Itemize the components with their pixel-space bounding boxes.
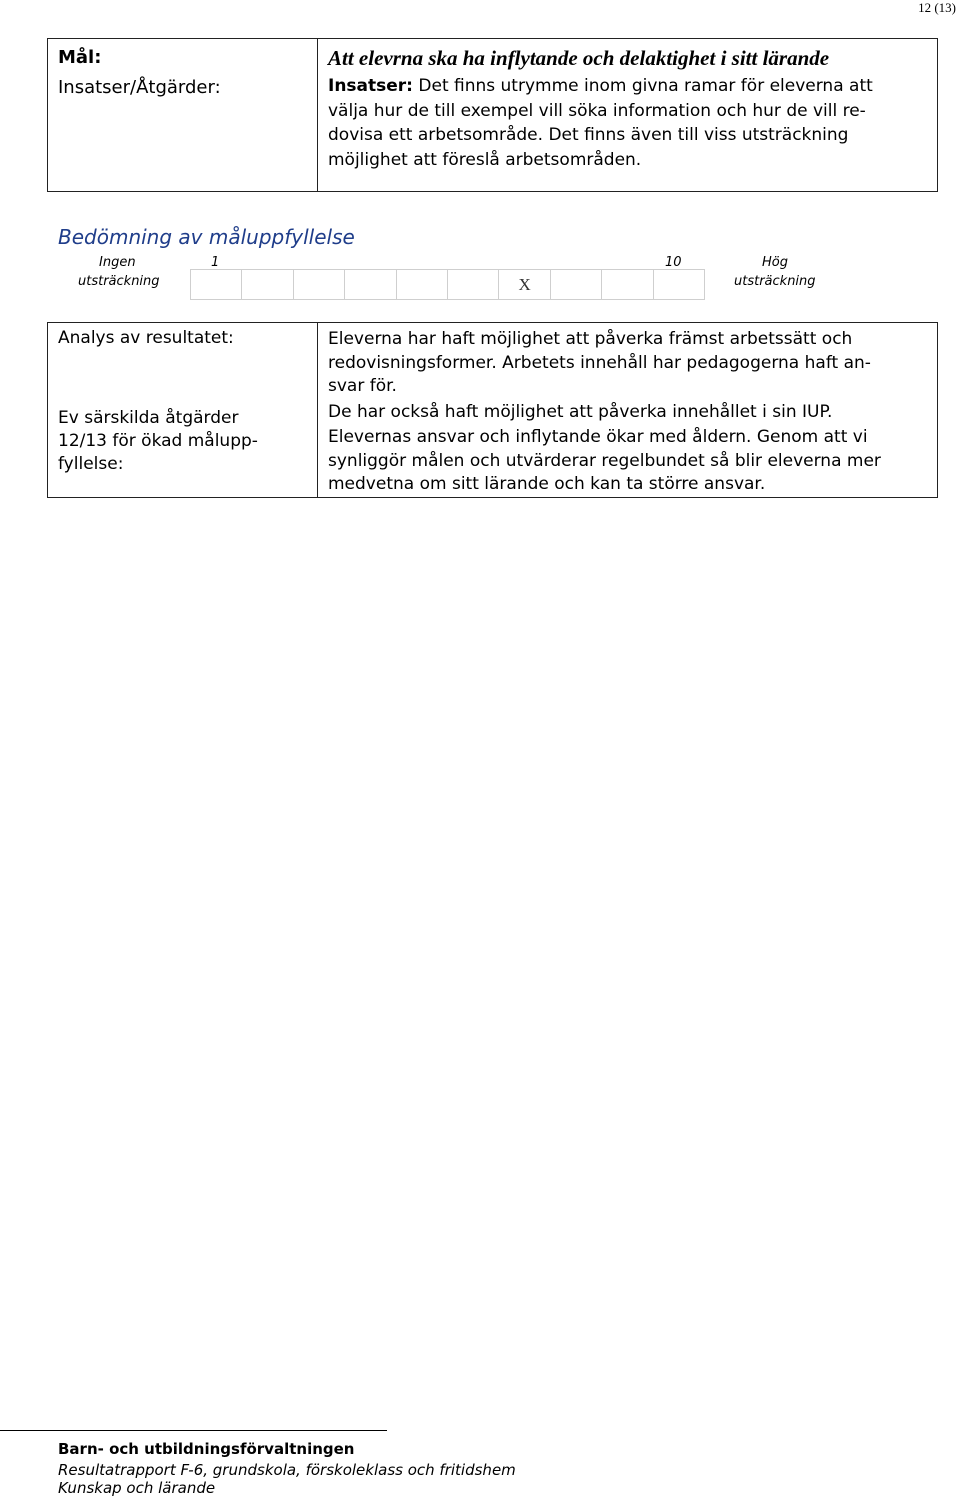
measures-label: Insatser/Åtgärder: xyxy=(58,77,221,98)
measures-followup-label: 12/13 för ökad målupp- xyxy=(58,431,258,451)
scale-cell xyxy=(448,270,499,299)
scale-cell xyxy=(499,270,550,299)
goal-title: Att elevrna ska ha inflytande och delaktighet i sitt lärande xyxy=(328,46,830,70)
scale-cell xyxy=(602,270,653,299)
scale-high-label: utsträckning xyxy=(734,274,816,289)
measures-line: möjlighet att föreslå arbetsområden. xyxy=(328,149,642,170)
analysis-line: synliggör målen och utvärderar regelbundet så blir eleverna mer xyxy=(328,450,881,471)
scale-low-label: utsträckning xyxy=(78,274,160,289)
assessment-scale xyxy=(190,269,705,300)
analysis-label-cell xyxy=(48,323,318,498)
analysis-table xyxy=(47,322,938,498)
analysis-line: Eleverna har haft möjlighet att påverka främst arbetssätt och xyxy=(328,329,853,349)
measures-followup-label: fyllelse: xyxy=(58,454,124,474)
footer-report-title: Resultatrapport F-6, grundskola, förskoleklass och fritidshem xyxy=(58,1461,516,1479)
scale-cell xyxy=(654,270,704,299)
goal-table xyxy=(47,38,938,192)
measures-followup-label: Ev särskilda åtgärder xyxy=(58,408,239,428)
scale-cell xyxy=(345,270,396,299)
measures-line: välja hur de till exempel vill söka information och hur de vill re- xyxy=(328,100,866,121)
scale-marker: X xyxy=(518,274,531,294)
goal-content-cell xyxy=(318,39,938,192)
scale-cell xyxy=(397,270,448,299)
goal-label-cell xyxy=(48,39,318,192)
scale-cell xyxy=(294,270,345,299)
analysis-label: Analys av resultatet: xyxy=(58,328,234,348)
scale-cell xyxy=(551,270,602,299)
scale-max-label: 10 xyxy=(665,255,682,270)
footer-divider xyxy=(0,1430,387,1431)
analysis-line: medvetna om sitt lärande och kan ta större ansvar. xyxy=(328,474,766,494)
goal-label: Mål: xyxy=(58,47,102,68)
analysis-line: svar för. xyxy=(328,376,397,396)
measures-line: Det finns utrymme inom givna ramar för eleverna att xyxy=(412,76,873,96)
scale-high-label: Hög xyxy=(762,255,788,270)
measures-text xyxy=(328,74,927,172)
assessment-heading: Bedömning av måluppfyllelse xyxy=(58,225,355,249)
scale-min-label: 1 xyxy=(211,255,220,270)
analysis-line: redovisningsformer. Arbetets innehåll har pedagogerna haft an- xyxy=(328,352,871,373)
page-number: 12 (13) xyxy=(918,0,956,15)
footer-organization: Barn- och utbildningsförvaltningen xyxy=(58,1440,355,1458)
measures-lead: Insatser: xyxy=(328,76,413,96)
analysis-line: Elevernas ansvar och inflytande ökar med åldern. Genom att vi xyxy=(328,427,868,447)
analysis-line: De har också haft möjlighet att påverka innehållet i sin IUP. xyxy=(328,401,833,422)
scale-cell xyxy=(242,270,293,299)
measures-line: dovisa ett arbetsområde. Det finns även till viss utsträckning xyxy=(328,125,849,145)
scale-cell xyxy=(191,270,242,299)
scale-low-label: Ingen xyxy=(99,255,136,270)
analysis-content-cell xyxy=(318,323,938,498)
footer-section: Kunskap och lärande xyxy=(58,1479,216,1497)
